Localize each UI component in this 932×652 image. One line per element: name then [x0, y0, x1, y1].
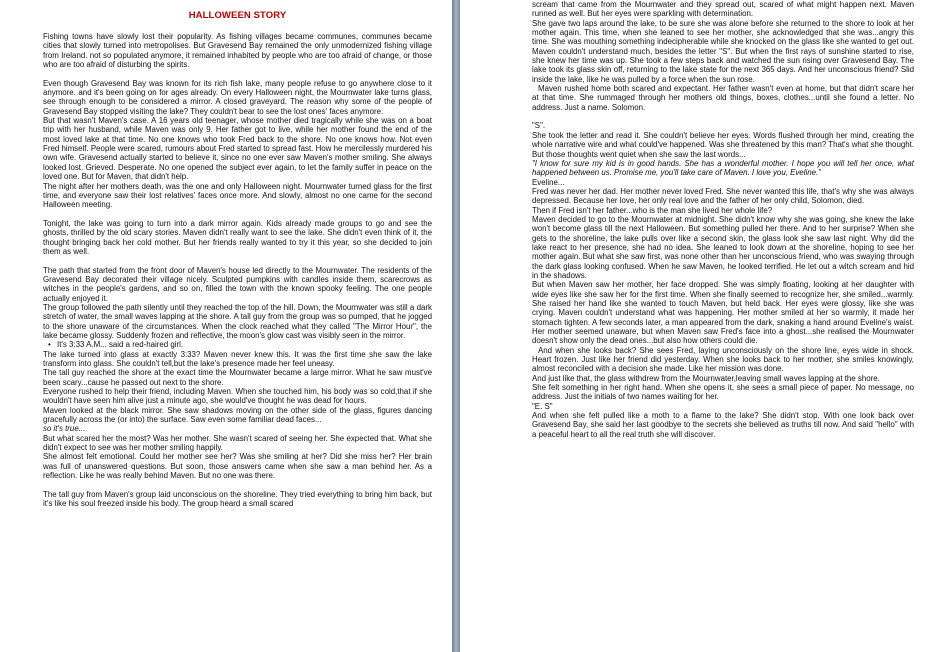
paragraph: But that wasn't Maven's case. A 16 years old teenager, whose mother died tragically while she was on a boat trip with her husband, while Maven was only 9. Her father got to live, while her mother found the end of the most loved lake at that time. No one knows who took Fred back to the shore. No one knows how. Not even Fred himself. People were scared, rumours about Fred started to spread fast. How he mercilessly murdered his own wife. Gravesend actually started to believe it, since no one ever saw Maven's mother smiling. She always looked lost. Grieved. Desperate. No one opened the subject ever again, to let the family suffer in peace on the loved one. But for Maven, that didn't help.	[43, 116, 432, 182]
paragraph: She took the letter and read it. She couldn't believe her eyes. Words flushed through her mind, creating the whole narrative wire and what could've happened. Was she threatened by this man? That's what she thought. But those thoughts went quiet when she saw the last words...	[532, 130, 914, 159]
paragraph: "I know for sure my kid is in good hands. She has a wonderful mother. I hope you will tell her once, what happened between us. Promise me, you'll take care of Maven. I love you, Eveline."	[532, 158, 914, 178]
paragraph: Everyone rushed to help their friend, including Maven. When she touched him, his body was so cold,that if she wouldn't have seen him alive just a minute ago, she would've thought he was dead for hours.	[43, 387, 432, 406]
page-gutter	[452, 0, 460, 652]
paragraph: But what scared her the most? Was her mother. She wasn't scared of seeing her. She expected that. What she didn't expect to see was her mother smiling happily.	[43, 433, 432, 453]
paragraph: But when Maven saw her mother, her face dropped. She was simply floating, looking at her daughter with wide eyes like she saw her for the first time. When she finally seemed to recognize her, she smiled...warmly. She raised her hand like she wanted to touch Maven, but held back. Her eyes were glossy, like she was crying. Maven couldn't understand what was happening. Her mother smiled at her so warmly, it made her stomach tighten. A few seconds later, a man appeared from the dark, snaking a hand around Eveline's waist. Her mother seemed unaware, but when Maven saw Fred's face into a ghost...she realised the Mournwater doesn't show only the dead ones...but also how others could die.	[532, 280, 914, 346]
paragraph: The tall guy reached the shore at the exact time the Mournwater became a large mirror. What he saw must've been scary...cause he passed out next to the shore.	[43, 368, 432, 387]
paragraph: Even though Gravesend Bay was known for its rich fish lake, many people refuse to go anywhere close to it anymore. and it's been going on for ages already. On every Halloween night, the Mournwater lake turns glass, see through enough to be considered a mirror. A closed graveyard. The reason why some of the people of Gravesend Bay stopped visiting the lake? They couldn't bear to see the lost ones' faces anymore.	[43, 78, 432, 116]
paragraph: The tall guy from Maven's group laid unconscious on the shoreline. They tried everything to bring him back, but it's like his soul freezed inside his body. The group heard a small scared	[43, 489, 432, 509]
paragraph: The night after her mothers death, was the one and only Halloween night. Mournwater turned glass for the first time, and everyone saw their lost relatives' faces once more. And slowly, almost no one came for the second Halloween meeting.	[43, 181, 432, 210]
paragraph-gap	[43, 256, 432, 265]
paragraph: Maven rushed home both scared and expectant. Her father wasn't even at home, but that didn't scare her at that time. She rummaged through her mothers old things, boxes, clothes...until she found a letter. No address. Just a name. Solomon.	[532, 84, 914, 112]
paragraph-gap	[43, 69, 432, 78]
paragraph: And when she looks back? She sees Fred, laying unconsciously on the shore line, eyes wide in shock. Heart frozen. Just like her friend did yesterday. When she looks back to her mother, she smiles knowingly, almost reconciled with a decision she made. Like her mission was done.	[532, 345, 914, 374]
document-page-left	[0, 0, 452, 652]
paragraph: "E. S"	[532, 401, 553, 411]
paragraph: Tonight, the lake was going to turn into a dark mirror again. Kids already made groups to go and see the ghosts, thrilled by the old scary stories. Maven didn't really want to see the lake. She didn't even think of it, the thought bringing back her cold mother. But her friends really wanted to try it this year, so she decided to join them as well.	[43, 218, 432, 256]
paragraph-gap	[43, 481, 432, 490]
paragraph: "S".	[532, 121, 546, 131]
paragraph: She almost felt emotional. Could her mother see her? Was she smiling at her? Did she miss her? Her brain was full of unanswered questions. But soon, those answers came when she saw a man behind her. As a reflection. Like he was really behind Maven. But no one was there.	[43, 452, 432, 481]
paragraph: She gave two laps around the lake, to be sure she was alone before she returned to the shore to look at her mother again. This time, when she leaned to see her mother, she acknowledged that she was...angry this time. She was mouthing something indecipherable while she knocked on the glass like she wanted to get out. Maven couldn't understand much, besides the letter "S". But when the first rays of sunshine started to rise, she knew her time was up. She took a few steps back and watched the sun rising over Gravesend Bay. The lake took its glass skin off, returning to the lake state for the next 365 days. And her unconscious friend? Slid inside the lake, like he was pulled by a force when the sun rose.	[532, 18, 914, 84]
paragraph: so it's true...	[43, 424, 86, 434]
paragraph: scream that came from the Mournwater and they spread out, scared of what might happen next. Maven runned as well. But her eyes were sparkling with determination.	[532, 0, 914, 19]
document-page-right	[460, 0, 932, 652]
right-page-body	[532, 0, 914, 439]
paragraph: Maven decided to go to the Mournwater at midnight. She didn't know why she was going, she knew the lake won't become glass till the next Halloween. But something pulled her there. And to her surprise? When she gets to the shoreline, the lake pulls over like a second skin, the glass look she saw last night. Why did the lake react to her presence, she had no idea. She leaned to look down at the shoreline, hoping to see her mother again. But what she saw first, was none other than her unconscious friend, who was swaying through the dark glass looking confused. When he saw Maven, he looked terrified. He let out a witch scream and hid in the shadows.	[532, 214, 914, 280]
paragraph: The lake turned into glass at exactly 3:33? Maven never knew this. It was the first time she saw the lake transform into glass. She couldn't tell,but the lake's presence made her feel uneasy.	[43, 349, 432, 369]
paragraph: The path that started from the front door of Maven's house led directly to the Mournwater. The residents of the Gravesend Bay decorated their village nicely. Sculpted pumpkins with candles inside them, scarecrows as witches in the people's gardens, and so on, filled the town with the known spooky feeling. The one people actually enjoyed it.	[43, 265, 432, 303]
paragraph: Maven looked at the black mirror. She saw shadows moving on the other side of the glass, figures dancing gracefully across the (or into) the surface. Saw even some familiar dead faces...	[43, 405, 432, 425]
paragraph-gap	[43, 210, 432, 219]
bullet-line: • It's 3:33 A.M... said a red-haired girl.	[43, 340, 432, 349]
left-page-body	[43, 32, 432, 509]
paragraph: Then if Fred isn't her father...who is the man she lived her whole life?	[532, 205, 773, 215]
paragraph: Fred was never her dad. Her mother never loved Fred. She never wanted this life, that's why she was always depressed. Because her love, her only real love and the father of her only child, Solomon, died.	[532, 186, 914, 206]
paragraph: And just like that, the glass withdrew from the Mournwater,leaving small waves lapping at the shore.	[532, 373, 880, 383]
paragraph-gap	[532, 112, 914, 121]
paragraph: She felt something in her right hand. When she opens it, she sees a small piece of paper. No message, no address. Just the initials of two names waiting for her.	[532, 383, 914, 402]
paragraph: Fishing towns have slowly lost their popularity. As fishing villages became communes, communes became cities that slowly turned into metropolises. But Gravesend Bay remained the only unmodernized fishing village from Ireland. not so populated anymore, it remained inhabited by people who are too afraid of change, or those who are too afraid of disturbing the spirits.	[43, 32, 432, 70]
document-title: HALLOWEEN STORY	[188, 10, 287, 21]
paragraph: Eveline...	[532, 177, 565, 187]
paragraph: And when she felt pulled like a moth to a flame to the lake? She didn't stop. With one look back over Gravesend Bay, she said her last goodbye to the secrets she believed as truths till now. And said "hello" with a peaceful heart to all the real truth she will discover.	[532, 411, 914, 439]
paragraph: The group followed the path silently until they reached the top of the hill. Down, the Mournwater was still a dark stretch of water, the small waves lapping at the shore. A tall guy from the group was so pumped, that he jogged to the shore unaware of the circumstances. When the clock reached what they called "The Mirror Hour", the lake became glossy. Suddenly frozen and reflective, the moon's glow cast was visibly seen in the mirror.	[43, 302, 432, 340]
